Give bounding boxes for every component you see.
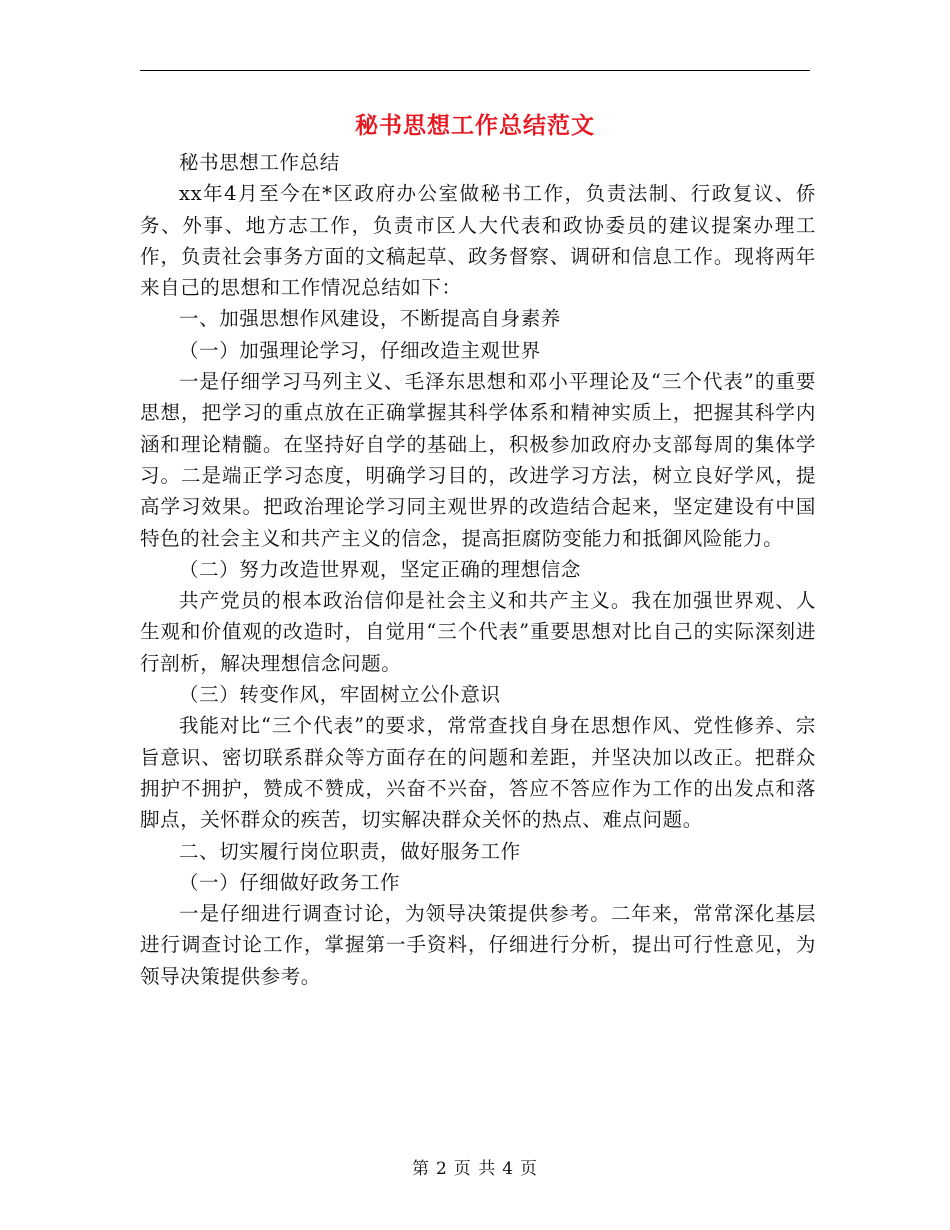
total-pages-number: 4 (502, 1159, 515, 1179)
footer-label-prefix: 第 (411, 1159, 430, 1179)
current-page-number: 2 (435, 1159, 448, 1179)
paragraph: 我能对比“三个代表”的要求，常常查找自身在思想作风、党性修养、宗旨意识、密切联系群众等方面存在的问题和差距，并坚决加以改正。把群众拥护不拥护，赞成不赞成，兴奋不兴奋，答应不答应作为工作的出发点和落脚点，关怀群众的疾苦，切实解决群众关怀的热点、难点问题。 (140, 714, 816, 832)
paragraph: 一是仔细进行调查讨论，为领导决策提供参考。二年来，常常深化基层进行调查讨论工作，掌握第一手资料，仔细进行分析，提出可行性意见，为领导决策提供参考。 (140, 902, 816, 988)
paragraph: 秘书思想工作总结 (179, 151, 340, 174)
paragraph: 一是仔细学习马列主义、毛泽东思想和邓小平理论及“三个代表”的重要思想，把学习的重点放在正确掌握其科学体系和精神实质上，把握其科学内涵和理论精髓。在坚持好自学的基础上，积极参加政府办支部每周的集体学习。二是端正学习态度，明确学习目的，改进学习方法，树立良好学风，提高学习效果。把政治理论学习同主观世界的改造结合起来，坚定建设有中国特色的社会主义和共产主义的信念，提高拒腐防变能力和抵御风险能力。 (140, 370, 816, 550)
subsection-heading: （二）努力改造世界观，坚定正确的理想信念 (179, 557, 582, 581)
subsection-heading: （一）仔细做好政务工作 (179, 870, 401, 894)
section-heading: 二、切实履行岗位职责，做好服务工作 (179, 839, 521, 863)
document-title: 秘书思想工作总结范文 (355, 112, 595, 139)
footer-label-suffix: 页 (520, 1159, 539, 1179)
section-heading: 一、加强思想作风建设，不断提高自身素养 (179, 307, 561, 331)
paragraph: 共产党员的根本政治信仰是社会主义和共产主义。我在加强世界观、人生观和价值观的改造时，自觉用“三个代表”重要思想对比自己的实际深刻进行剖析，解决理想信念问题。 (140, 589, 816, 675)
page-footer (0, 1154, 950, 1179)
paragraph: xx年4月至今在*区政府办公室做秘书工作，负责法制、行政复议、侨务、外事、地方志工作，负责市区人大代表和政协委员的建议提案办理工作，负责社会事务方面的文稿起草、政务督察、调研和信息工作。现将两年来自己的思想和工作情况总结如下： (140, 182, 816, 300)
header-rule (140, 70, 810, 71)
footer-label-middle: 页 共 (453, 1159, 497, 1179)
subsection-heading: （三）转变作风，牢固树立公仆意识 (179, 683, 501, 707)
subsection-heading: （一）加强理论学习，仔细改造主观世界 (179, 338, 541, 362)
document-body (140, 147, 816, 992)
